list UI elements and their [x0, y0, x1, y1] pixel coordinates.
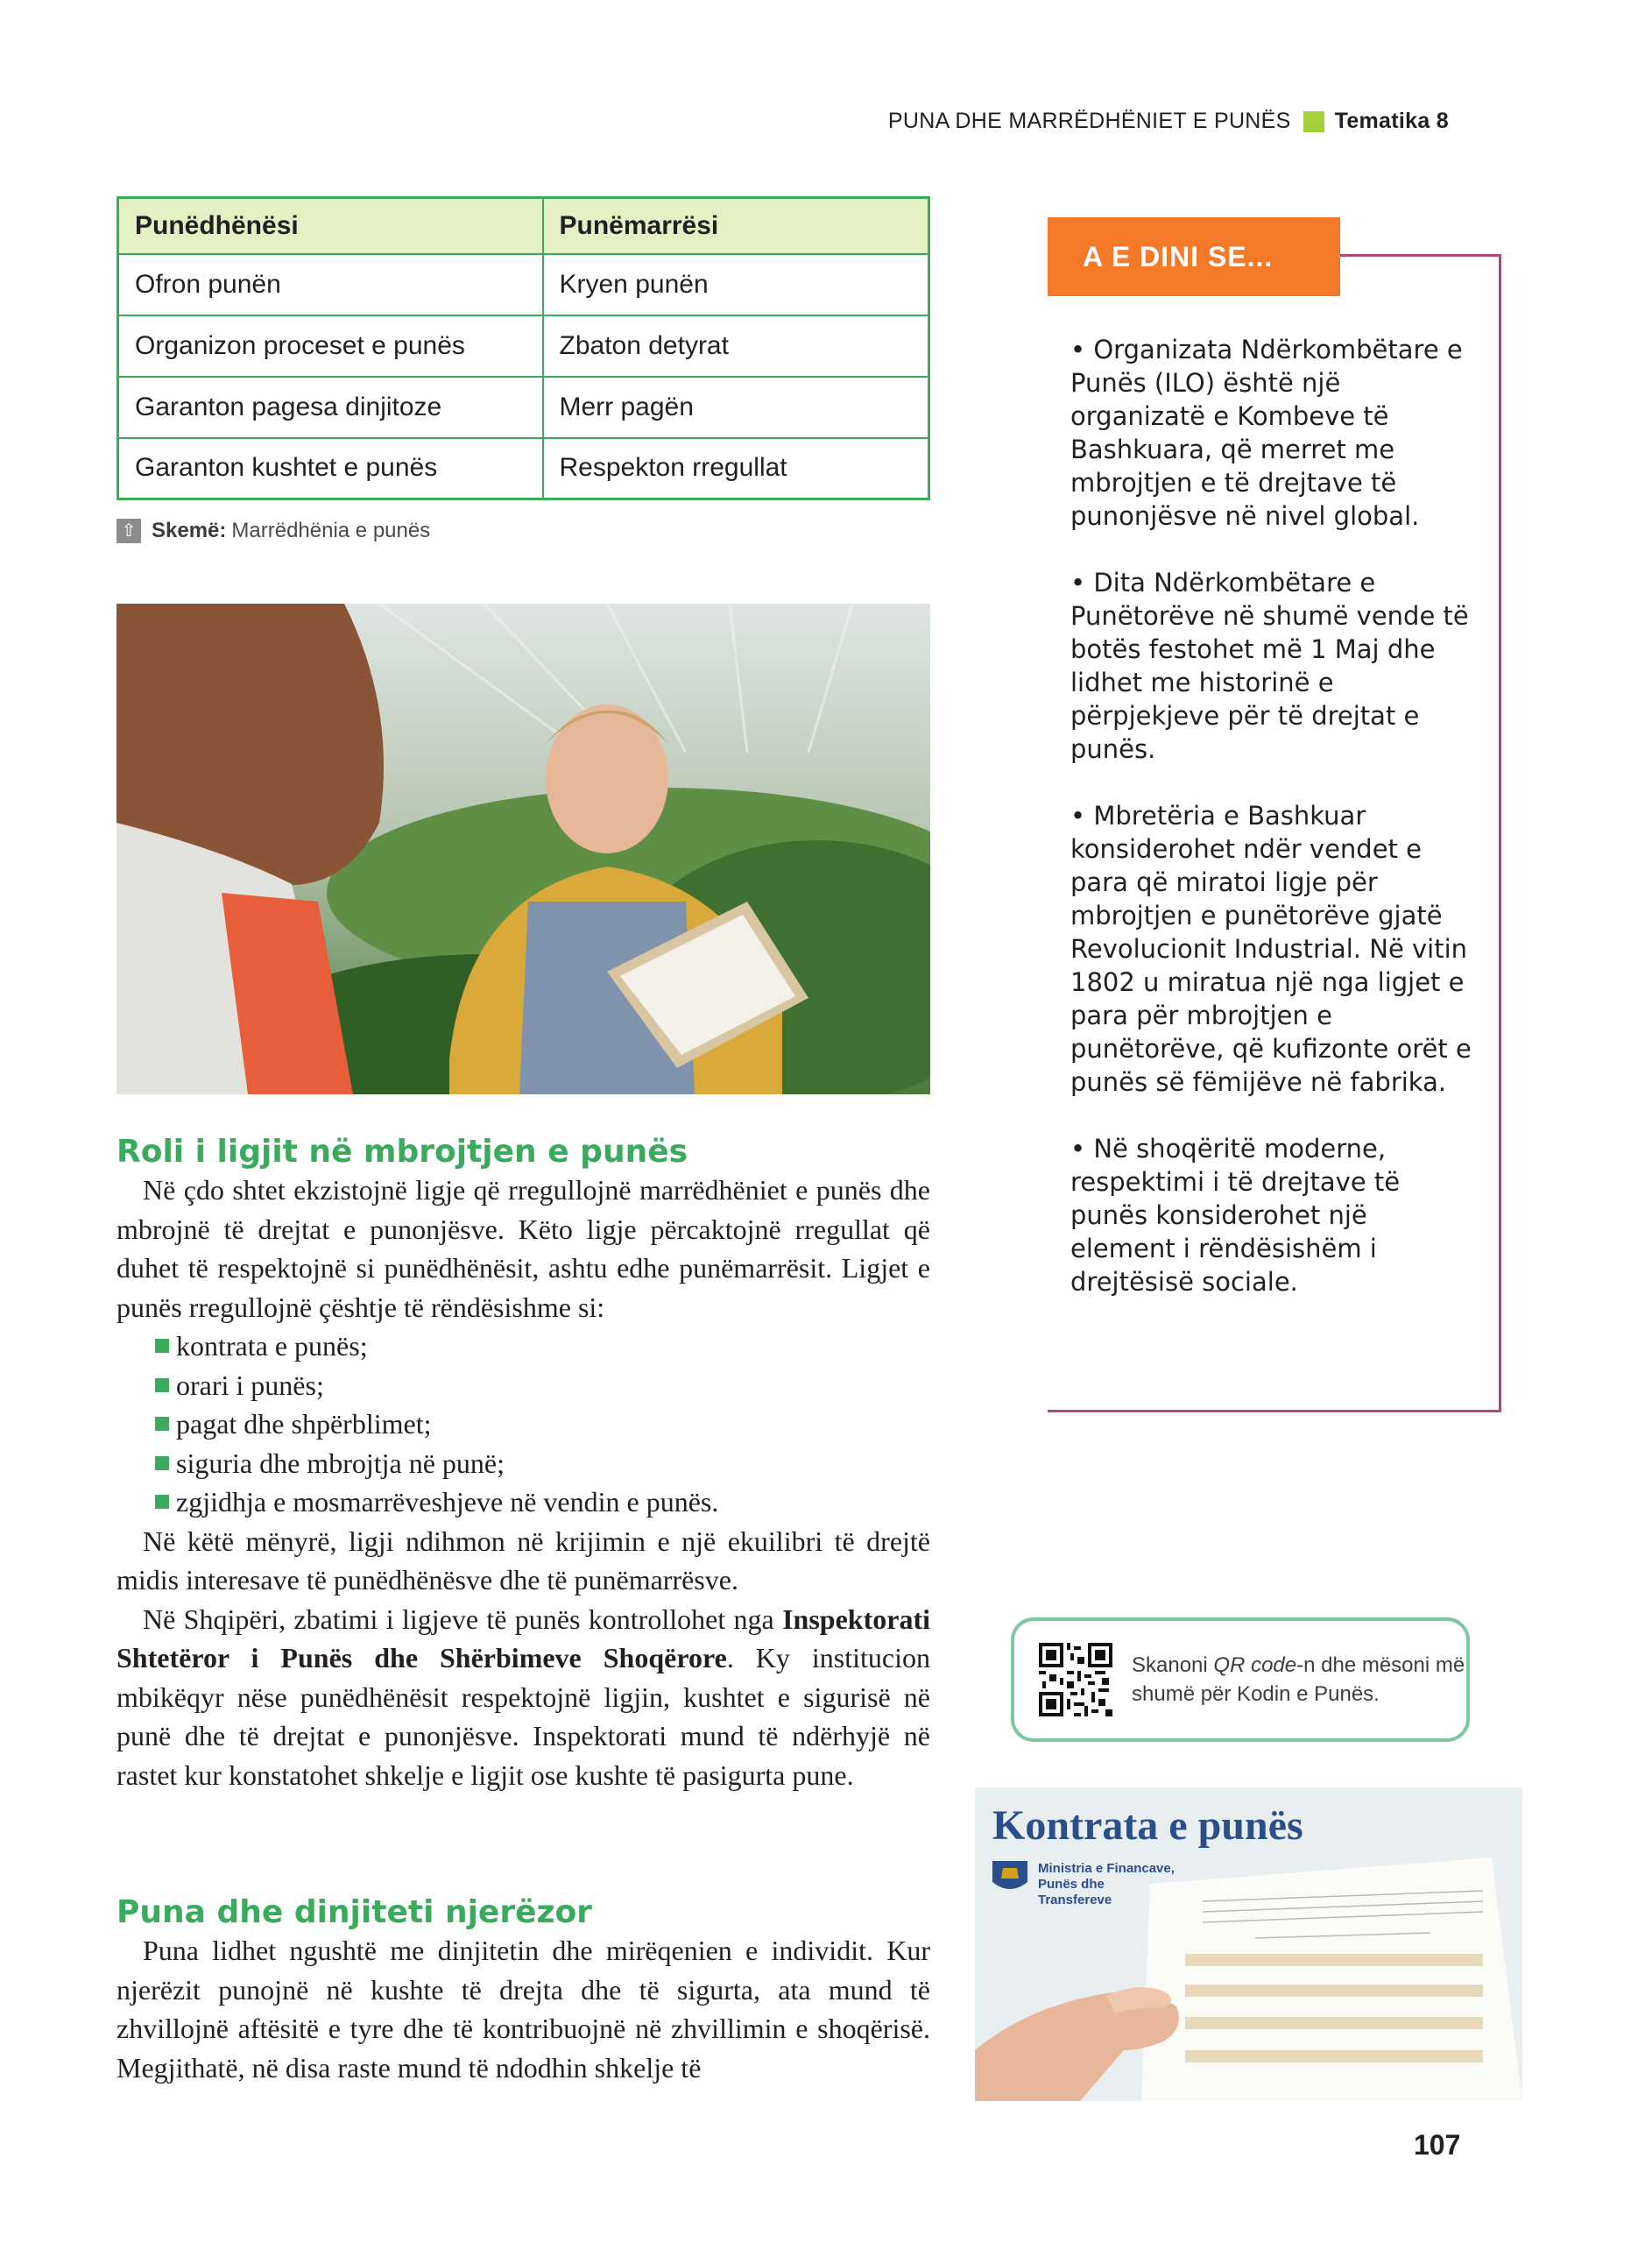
- table-cell: Garanton pagesa dinjitoze: [118, 377, 543, 438]
- paragraph: Në çdo shtet ekzistojnë ligje që rregullojnë marrëdhëniet e punës dhe mbrojnë të drejtat e punonjësve. Këto ligje përcaktojnë rregullat që duhet të respektojnë si punëdhënësit, ashtu edhe punëmarrësit. Ligjet e punës rregullojnë çështje të rëndësishme si:: [116, 1174, 930, 1323]
- table-cell: Kryen punën: [543, 254, 929, 315]
- table-header-row: [118, 198, 929, 254]
- ministry-label: Ministria e Financave, Punës dhe Transfereve: [1038, 1861, 1175, 1907]
- bullet-list: [116, 1327, 930, 1522]
- qr-callout: [1011, 1617, 1470, 1742]
- caption-label: Skemë:: [152, 519, 227, 542]
- paragraph: Në këtë mënyrë, ligji ndihmon në krijimin e një ekuilibri të drejtë midis interesave të punëdhënësve dhe të punëmarrësve.: [116, 1525, 930, 1596]
- list-item: siguria dhe mbrojtja në punë;: [155, 1444, 930, 1483]
- table-cell: Garanton kushtet e punës: [118, 438, 543, 499]
- contract-photo: [975, 1787, 1522, 2101]
- table-cell: Respekton rregullat: [543, 438, 929, 499]
- tematika-label: Tematika 8: [1334, 109, 1449, 133]
- scheme-table: [116, 196, 930, 500]
- text-span: . Ky institucion mbikëqyr nëse punëdhënësit respektojnë ligjin, kushtet e sigurisë në punë dhe të drejtat e punonjësve. Inspektorati mund të ndërhyjë në rastet kur konstatohet shkelje e ligjit ose kushte të pasigurta pune.: [116, 1642, 931, 1791]
- text-span: Në Shqipëri, zbatimi i ligjeve të punës kontrollohet nga: [143, 1603, 783, 1635]
- section-heading-law: Roli i ligjit në mbrojtjen e punës: [116, 1134, 688, 1170]
- fact-item: • Mbretëria e Bashkuar konsiderohet ndër vendet e para që miratoi ligje për mbrojtjen e punëtorëve gjatë Revolucionit Industrial. Në vitin 1802 u miratua një nga ligjet e para për mbrojtjen e punëtorëve, që kufizonte orët e punës së fëmijëve në fabrika.: [1070, 801, 1472, 1097]
- qr-code-icon[interactable]: [1039, 1643, 1112, 1716]
- scheme-caption: [116, 519, 430, 543]
- employer-header: Punëdhënësi: [118, 198, 543, 254]
- did-you-know-title: A E DINI SE...: [1048, 217, 1340, 296]
- table-cell: Merr pagën: [543, 377, 929, 438]
- paragraph: [116, 1600, 930, 1795]
- greenhouse-photo: [116, 604, 930, 1094]
- chapter-title: PUNA DHE MARRËDHËNIET E PUNËS: [887, 109, 1291, 133]
- section-heading-dignity: Puna dhe dinjiteti njerëzor: [116, 1894, 592, 1930]
- employee-header: Punëmarrësi: [543, 198, 929, 254]
- list-item: pagat dhe shpërblimet;: [155, 1405, 930, 1444]
- arrow-up-icon: ⇧: [116, 519, 141, 543]
- qr-text: [1132, 1651, 1466, 1709]
- page-number: 107: [1414, 2129, 1461, 2161]
- chapter-marker-icon: [1303, 111, 1324, 132]
- section-body-law: [116, 1171, 930, 1794]
- section-body-dignity: [116, 1931, 930, 2087]
- table-cell: Organizon proceset e punës: [118, 315, 543, 377]
- text-span: -n dhe mësoni më shumë për Kodin e Punës.: [1132, 1653, 1465, 1706]
- list-item: orari i punës;: [155, 1366, 930, 1405]
- table-row: [118, 438, 929, 499]
- list-item: zgjidhja e mosmarrëveshjeve në vendin e punës.: [155, 1482, 930, 1522]
- running-header: [888, 109, 1449, 134]
- table-row: [118, 254, 929, 315]
- paragraph: Puna lidhet ngushtë me dinjitetin dhe mirëqenien e individit. Kur njerëzit punojnë në kushte të drejta dhe të sigurta, ata mund të zhvillojnë aftësitë e tyre dhe të kontribuojnë në zhvillimin e shoqërisë. Megjithatë, në disa raste mund të ndodhin shkelje të: [116, 1935, 930, 2084]
- table-row: [118, 377, 929, 438]
- table-cell: Zbaton detyrat: [543, 315, 929, 377]
- text-span: QR code: [1213, 1653, 1297, 1677]
- contract-title: Kontrata e punës: [992, 1802, 1303, 1849]
- fact-item: • Në shoqëritë moderne, respektimi i të drejtave të punës konsiderohet një element i rëndësishëm i drejtësisë sociale.: [1070, 1134, 1401, 1297]
- institution-name: Inspektorati Shtetëror i Punës dhe Shërbimeve Shoqërore: [116, 1603, 930, 1673]
- text-span: Skanoni: [1132, 1653, 1214, 1677]
- did-you-know-body: [1070, 333, 1473, 1332]
- table-row: [118, 315, 929, 377]
- fact-item: • Organizata Ndërkombëtare e Punës (ILO) është një organizatë e Kombeve të Bashkuara, që merret me mbrojtjen e të drejtave të punonjësve në nivel global.: [1070, 335, 1463, 531]
- caption-text: Marrëdhënia e punës: [231, 519, 431, 542]
- table-cell: Ofron punën: [118, 254, 543, 315]
- list-item: kontrata e punës;: [155, 1327, 930, 1366]
- fact-item: • Dita Ndërkombëtare e Punëtorëve në shumë vende të botës festohet më 1 Maj dhe lidhet me historinë e përpjekjeve për të drejtat e punës.: [1070, 568, 1469, 764]
